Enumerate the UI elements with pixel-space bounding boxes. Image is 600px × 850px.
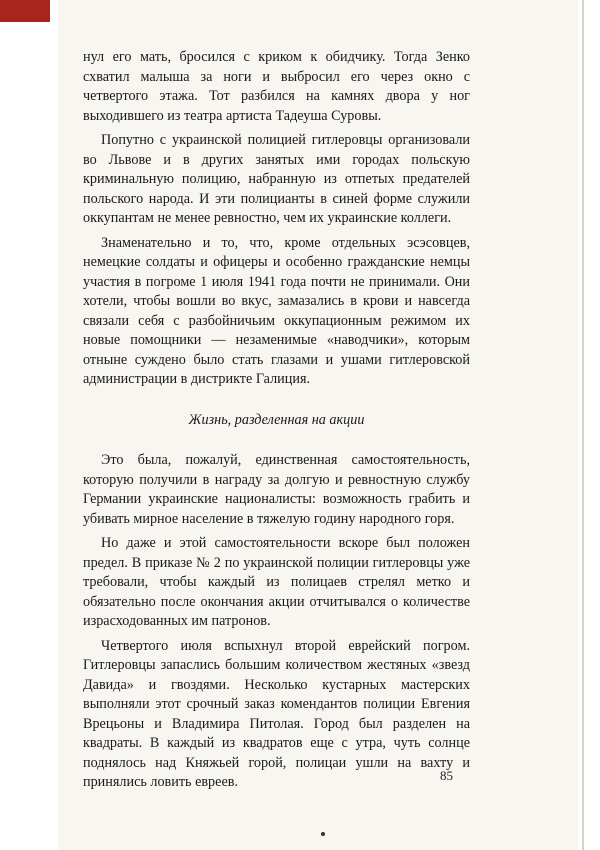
print-speck [321,832,325,836]
section-heading: Жизнь, разделенная на акции [188,411,365,428]
paragraph-continued: нул его мать, бросился с криком к обидчику. Тогда Зенко схватил малыша за ноги и выбросил его через окно с четвертого этажа. Тот разбился на камнях двора у ног выходившего из театра артиста Тадеуша Суровы. [83,49,470,124]
paragraph: Это была, пожалуй, единственная самостоятельность, которую получили в награду за долгую и ревностную службу Германии украинские националисты: возможность грабить и убивать мирное население в тяжелую годину народного горя. [83,452,470,527]
paragraph: Попутно с украинской полицией гитлеровцы организовали во Львове и в других занятых ими городах польскую криминальную полицию, набранную из отпетых предателей польского народа. И эти полицианты в синей форме служили оккупантам не менее ревностно, чем их украинские коллеги. [83,132,470,226]
book-cover-corner [0,0,50,22]
paragraph: Но даже и этой самостоятельности вскоре был положен предел. В приказе № 2 по украинской полиции гитлеровцы уже требовали, чтобы каждый из полицаев стрелял метко и обязательно после окончания акции отчитывался о количестве израсходованных им патронов. [83,535,470,629]
page-text [83,48,470,793]
paragraph: Знаменательно и то, что, кроме отдельных эсэсовцев, немецкие солдаты и офицеры и особенно гражданские немцы участия в погроме 1 июля 1941 года почти не принимали. Они хотели, чтобы вошли во вкус, замазались в крови и навсегда связали себя с разбойничьим оккупационным режимом их новые помощники — незаменимые «наводчики», которым отныне суждено было стать глазами и ушами гитлеровской администрации в дистрикте Галиция. [83,234,470,387]
page-number: 85 [440,768,453,783]
paragraph: Четвертого июля вспыхнул второй еврейский погром. Гитлеровцы запаслись большим количеством жестяных «звезд Давида» и гвоздями. Несколько кустарных мастерских выполняли этот срочный заказ комендантов полиции Евгения Врецьоны и Владимира Питолая. Город был разделен на квадраты. В каждый из квадратов еще с утра, чуть солнце поднялось над Княжьей горой, полицаи ушли на вахту и принялись ловить евреев. [83,637,470,790]
page-edge [582,0,584,850]
